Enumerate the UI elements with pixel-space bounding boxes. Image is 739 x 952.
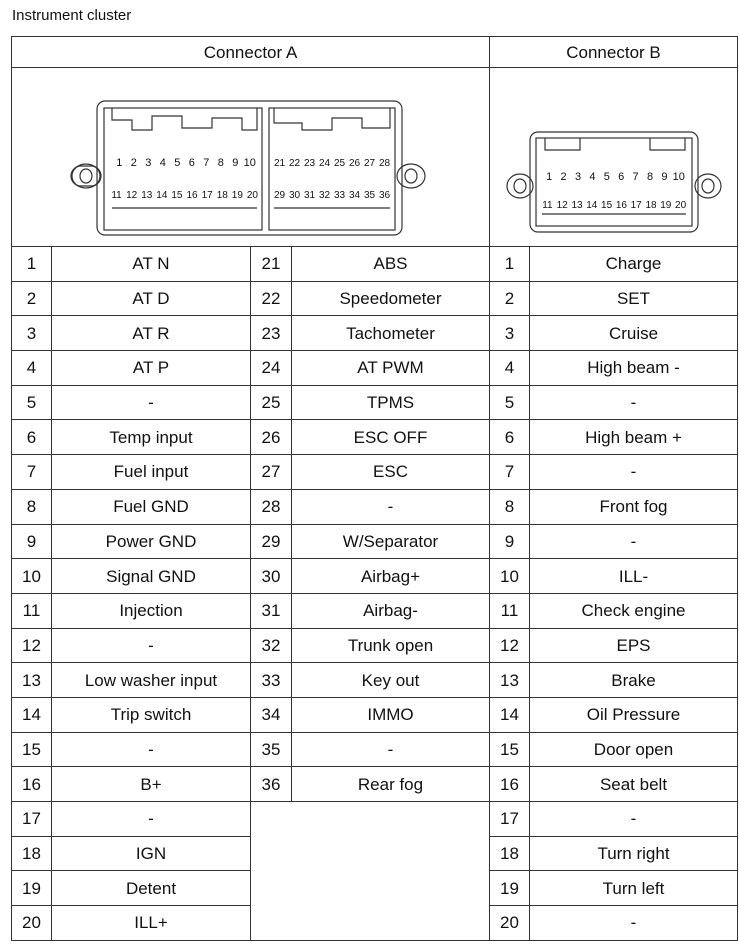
pin-label: 11 [542, 200, 553, 211]
pin-label: 3 [145, 157, 152, 169]
connector-b-pin-name: High beam - [530, 351, 738, 386]
pin-label: 10 [243, 157, 256, 169]
connector-b-pin-name: Door open [530, 732, 738, 767]
table-row [12, 351, 738, 386]
connector-a-pin-number: 14 [12, 697, 52, 732]
connector-a-pin-number: 33 [251, 663, 292, 698]
pin-label: 6 [188, 157, 195, 169]
connector-a-pin-number: 11 [12, 593, 52, 628]
connector-a-pin-number: 25 [251, 385, 292, 420]
connector-a-pin-number: 36 [251, 767, 292, 802]
pin-label: 16 [615, 200, 627, 211]
pin-label: 36 [378, 190, 391, 201]
connector-b-pin-name: Brake [530, 663, 738, 698]
table-row [12, 420, 738, 455]
connector-b-title: Connector B [490, 37, 738, 68]
connector-b-pin-number: 6 [490, 420, 530, 455]
table-row [12, 385, 738, 420]
connector-a-diagram-cell [12, 68, 490, 247]
connector-a-pin-name: IMMO [292, 697, 490, 732]
connector-a-pin-number: 21 [251, 247, 292, 282]
connector-a-title: Connector A [12, 37, 490, 68]
table-row [12, 697, 738, 732]
connector-b-pin-name: Cruise [530, 316, 738, 351]
connector-b-pin-name: Turn right [530, 836, 738, 871]
pin-label: 15 [601, 200, 613, 211]
connector-a-pin-name: Power GND [52, 524, 251, 559]
connector-a-pin-name: Key out [292, 663, 490, 698]
connector-b-pin-number: 14 [490, 697, 530, 732]
mount-ear-right [397, 164, 425, 188]
connector-a-pin-number: 35 [251, 732, 292, 767]
pin-label: 34 [348, 190, 361, 201]
pin-label: 4 [159, 157, 166, 169]
connector-b-pin-name: Oil Pressure [530, 697, 738, 732]
connector-b-pin-name: Turn left [530, 871, 738, 906]
pin-label: 3 [574, 171, 582, 183]
connector-a-pin-name: Trip switch [52, 697, 251, 732]
pin-label: 19 [231, 190, 243, 201]
connector-a-pin-name: AT D [52, 281, 251, 316]
table-row [12, 593, 738, 628]
connector-b-pin-number: 10 [490, 559, 530, 594]
mount-ear-left [507, 174, 533, 198]
connector-a-pin-number: 18 [12, 836, 52, 871]
connector-a-pin-number: 17 [12, 802, 52, 837]
pin-label: 2 [560, 171, 567, 183]
connector-a-pin-number: 2 [12, 281, 52, 316]
pin-label: 8 [646, 171, 654, 183]
table-row [12, 559, 738, 594]
pin-label: 25 [333, 158, 346, 169]
connector-a-pin-number: 29 [251, 524, 292, 559]
connector-a-diagram [12, 68, 490, 243]
connector-b-pin-name: High beam + [530, 420, 738, 455]
pin-label: 20 [246, 190, 259, 201]
connector-b-pin-number: 8 [490, 489, 530, 524]
connector-a-pin-name: - [52, 732, 251, 767]
connector-a-pin-name: AT PWM [292, 351, 490, 386]
pin-label: 26 [348, 158, 361, 169]
connector-a-pin-name: Detent [52, 871, 251, 906]
pin-label: 5 [603, 171, 610, 183]
connector-b-pin-name: EPS [530, 628, 738, 663]
connector-a-pin-name: ESC [292, 455, 490, 490]
table-row [12, 732, 738, 767]
empty-block [251, 802, 490, 941]
connector-b-pin-number: 12 [490, 628, 530, 663]
connector-a-pin-number: 7 [12, 455, 52, 490]
connector-a-pin-name: IGN [52, 836, 251, 871]
connector-b-pin-name: - [530, 385, 738, 420]
connector-a-pin-name: TPMS [292, 385, 490, 420]
connector-a-pin-number: 28 [251, 489, 292, 524]
table-row [12, 316, 738, 351]
table-row [12, 455, 738, 490]
connector-b-pin-name: Charge [530, 247, 738, 282]
pin-label: 2 [130, 157, 137, 169]
connector-b-pin-number: 17 [490, 802, 530, 837]
pin-label: 17 [201, 190, 213, 201]
connector-a-pin-name: ABS [292, 247, 490, 282]
pin-label: 19 [660, 200, 672, 211]
connector-b-pin-number: 11 [490, 593, 530, 628]
connector-a-pin-number: 32 [251, 628, 292, 663]
pin-label: 32 [318, 190, 331, 201]
connector-b-pin-name: SET [530, 281, 738, 316]
connector-b-pin-number: 18 [490, 836, 530, 871]
connector-a-pin-name: ESC OFF [292, 420, 490, 455]
connector-b-pin-name: - [530, 802, 738, 837]
connector-b-pin-name: Seat belt [530, 767, 738, 802]
connector-a-pin-name: Signal GND [52, 559, 251, 594]
connector-b-pin-name: - [530, 524, 738, 559]
connector-b-pin-number: 13 [490, 663, 530, 698]
connector-a-pin-number: 26 [251, 420, 292, 455]
pin-label: 6 [618, 171, 625, 183]
pin-label: 20 [675, 200, 687, 211]
connector-b-diagram-cell [490, 68, 738, 247]
connector-a-pin-name: - [52, 628, 251, 663]
pin-label: 13 [141, 190, 153, 201]
connector-b-pin-name: ILL- [530, 559, 738, 594]
table-row [12, 281, 738, 316]
connector-a-pin-name: Rear fog [292, 767, 490, 802]
connector-a-pin-number: 8 [12, 489, 52, 524]
pin-label: 8 [217, 157, 224, 169]
connector-a-pin-name: Speedometer [292, 281, 490, 316]
connector-a-pin-name: AT P [52, 351, 251, 386]
connector-a-pin-number: 15 [12, 732, 52, 767]
mount-ear-left [72, 164, 100, 188]
pin-label: 9 [661, 171, 668, 183]
connector-b-pin-number: 1 [490, 247, 530, 282]
connector-b-pin-name: Front fog [530, 489, 738, 524]
connector-a-pin-name: ILL+ [52, 906, 251, 941]
connector-a-pin-number: 10 [12, 559, 52, 594]
pin-label: 10 [672, 171, 685, 183]
pin-label: 29 [273, 190, 286, 201]
connector-a-pin-number: 9 [12, 524, 52, 559]
pin-label: 1 [116, 157, 123, 169]
connector-a-pin-number: 1 [12, 247, 52, 282]
pin-label: 24 [318, 158, 331, 169]
pin-label: 18 [645, 200, 657, 211]
connector-a-pin-name: W/Separator [292, 524, 490, 559]
connector-a-pin-number: 6 [12, 420, 52, 455]
connector-a-pin-number: 30 [251, 559, 292, 594]
connector-b-pin-number: 9 [490, 524, 530, 559]
pin-label: 15 [171, 190, 183, 201]
table-row [12, 767, 738, 802]
connector-a-pin-number: 12 [12, 628, 52, 663]
connector-b-pin-number: 20 [490, 906, 530, 941]
pin-label: 14 [156, 190, 168, 201]
pin-label: 18 [216, 190, 228, 201]
connector-a-pin-number: 31 [251, 593, 292, 628]
table-row [12, 663, 738, 698]
connector-b-pin-number: 7 [490, 455, 530, 490]
connector-a-pin-name: Fuel input [52, 455, 251, 490]
connector-a-pin-name: Injection [52, 593, 251, 628]
pin-label: 22 [288, 158, 301, 169]
pin-label: 28 [378, 158, 391, 169]
connector-b-pin-number: 2 [490, 281, 530, 316]
pin-label: 33 [333, 190, 346, 201]
connector-b-pin-name: - [530, 906, 738, 941]
connector-b-pin-name: Check engine [530, 593, 738, 628]
connector-a-pin-number: 19 [12, 871, 52, 906]
connector-b-pin-number: 3 [490, 316, 530, 351]
connector-a-pin-name: AT R [52, 316, 251, 351]
connector-a-pin-name: B+ [52, 767, 251, 802]
page-title: Instrument cluster [12, 7, 132, 24]
connector-a-pin-number: 5 [12, 385, 52, 420]
pin-label: 7 [632, 171, 639, 183]
table-row [12, 628, 738, 663]
connector-a-pin-number: 34 [251, 697, 292, 732]
pin-label: 12 [126, 190, 138, 201]
pin-label: 14 [586, 200, 598, 211]
connector-a-pin-number: 4 [12, 351, 52, 386]
pin-label: 4 [589, 171, 596, 183]
connector-a-pin-name: Airbag+ [292, 559, 490, 594]
pin-label: 17 [630, 200, 642, 211]
pin-label: 13 [571, 200, 583, 211]
connector-a-pin-name: Temp input [52, 420, 251, 455]
connector-a-pin-name: - [52, 385, 251, 420]
pin-label: 31 [303, 190, 316, 201]
pin-label: 21 [273, 158, 286, 169]
connector-b-diagram [490, 68, 738, 243]
connector-a-pin-name: - [292, 732, 490, 767]
connector-a-pin-name: Tachometer [292, 316, 490, 351]
table-row [12, 247, 738, 282]
table-row [12, 524, 738, 559]
connector-a-pin-name: Fuel GND [52, 489, 251, 524]
pin-label: 27 [363, 158, 376, 169]
connector-a-pin-number: 20 [12, 906, 52, 941]
connector-a-pin-number: 24 [251, 351, 292, 386]
pin-label: 12 [556, 200, 568, 211]
connector-b-pin-name: - [530, 455, 738, 490]
pin-label: 9 [232, 157, 239, 169]
pin-label: 11 [111, 190, 122, 201]
connector-b-pin-number: 19 [490, 871, 530, 906]
connector-b-pin-number: 15 [490, 732, 530, 767]
pin-label: 23 [303, 158, 316, 169]
connector-a-pin-name: Airbag- [292, 593, 490, 628]
connector-a-pin-name: - [292, 489, 490, 524]
pin-label: 35 [363, 190, 376, 201]
connector-a-pin-name: AT N [52, 247, 251, 282]
connector-a-pin-number: 23 [251, 316, 292, 351]
connector-a-pin-number: 22 [251, 281, 292, 316]
pin-label: 16 [186, 190, 198, 201]
table-row [12, 802, 738, 837]
connector-a-pin-name: Trunk open [292, 628, 490, 663]
pin-label: 1 [546, 171, 553, 183]
pin-label: 5 [174, 157, 181, 169]
connector-a-pin-number: 13 [12, 663, 52, 698]
connector-a-pin-name: - [52, 802, 251, 837]
connector-b-pin-number: 4 [490, 351, 530, 386]
connector-a-pin-number: 27 [251, 455, 292, 490]
mount-ear-right [695, 174, 721, 198]
table-row [12, 489, 738, 524]
pin-label: 30 [288, 190, 301, 201]
connector-a-pin-name: Low washer input [52, 663, 251, 698]
pin-table [11, 36, 738, 941]
connector-b-pin-number: 5 [490, 385, 530, 420]
pin-label: 7 [203, 157, 210, 169]
connector-a-pin-number: 3 [12, 316, 52, 351]
connector-b-pin-number: 16 [490, 767, 530, 802]
connector-a-pin-number: 16 [12, 767, 52, 802]
